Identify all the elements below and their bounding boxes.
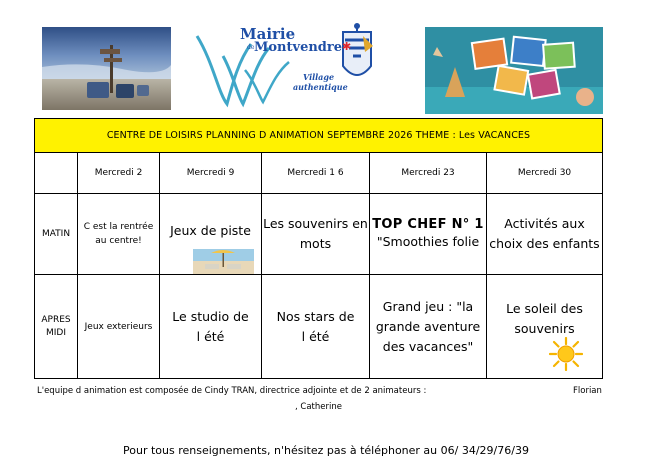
day-header: Mercredi 23 xyxy=(370,153,487,194)
activity-cell: Grand jeu : "la grande aventure des vacances" xyxy=(370,275,487,379)
days-row xyxy=(35,153,603,194)
logo-montvendre: Montvendre xyxy=(254,40,343,55)
logo-mairie: Mairie xyxy=(240,25,296,43)
staff-name-florian: Florian xyxy=(573,386,602,396)
activity-cell: Jeux exterieurs xyxy=(78,275,160,379)
activity-cell: Jeux de piste xyxy=(160,194,262,275)
day-header: Mercredi 1 6 xyxy=(262,153,370,194)
logo-village: Village xyxy=(303,72,335,82)
empty-corner-cell xyxy=(35,153,78,194)
vacation-collage-photo xyxy=(425,27,603,114)
staff-description: L'equipe d animation est composée de Cindy TRAN, directrice adjointe et de 2 animateurs : xyxy=(37,386,427,396)
morning-row xyxy=(35,194,603,275)
logo-de: de xyxy=(247,44,255,51)
logo-authentique: authentique xyxy=(293,82,348,92)
activity-cell: Le studio de l été xyxy=(160,275,262,379)
activity-cell: C est la rentrée au centre! xyxy=(78,194,160,275)
activity-cell: Activités aux choix des enfants xyxy=(487,194,603,275)
planning-title: CENTRE DE LOISIRS PLANNING D ANIMATION SEPTEMBRE 2026 THEME : Les VACANCES xyxy=(35,119,603,153)
contact-info: Pour tous renseignements, n'hésitez pas à téléphoner au 06/ 34/29/76/39 xyxy=(123,444,529,457)
day-header: Mercredi 9 xyxy=(160,153,262,194)
day-header: Mercredi 2 xyxy=(78,153,160,194)
activity-cell: Nos stars de l été xyxy=(262,275,370,379)
beach-chairs-image xyxy=(193,249,254,274)
planning-table xyxy=(34,118,603,379)
period-label-matin: MATIN xyxy=(35,194,78,275)
afternoon-row xyxy=(35,275,603,379)
staff-name-catherine: , Catherine xyxy=(295,402,342,412)
mairie-logo xyxy=(193,22,393,108)
activity-cell: Les souvenirs en mots xyxy=(262,194,370,275)
sun-icon xyxy=(549,337,583,371)
star-icon: ✱ xyxy=(342,40,352,53)
day-header: Mercredi 30 xyxy=(487,153,603,194)
activity-cell: Le soleil des souvenirs xyxy=(487,275,603,379)
period-label-apres-midi: APRES MIDI xyxy=(35,275,78,379)
beach-photo xyxy=(42,27,171,110)
activity-cell: TOP CHEF N° 1 "Smoothies folie xyxy=(370,194,487,275)
